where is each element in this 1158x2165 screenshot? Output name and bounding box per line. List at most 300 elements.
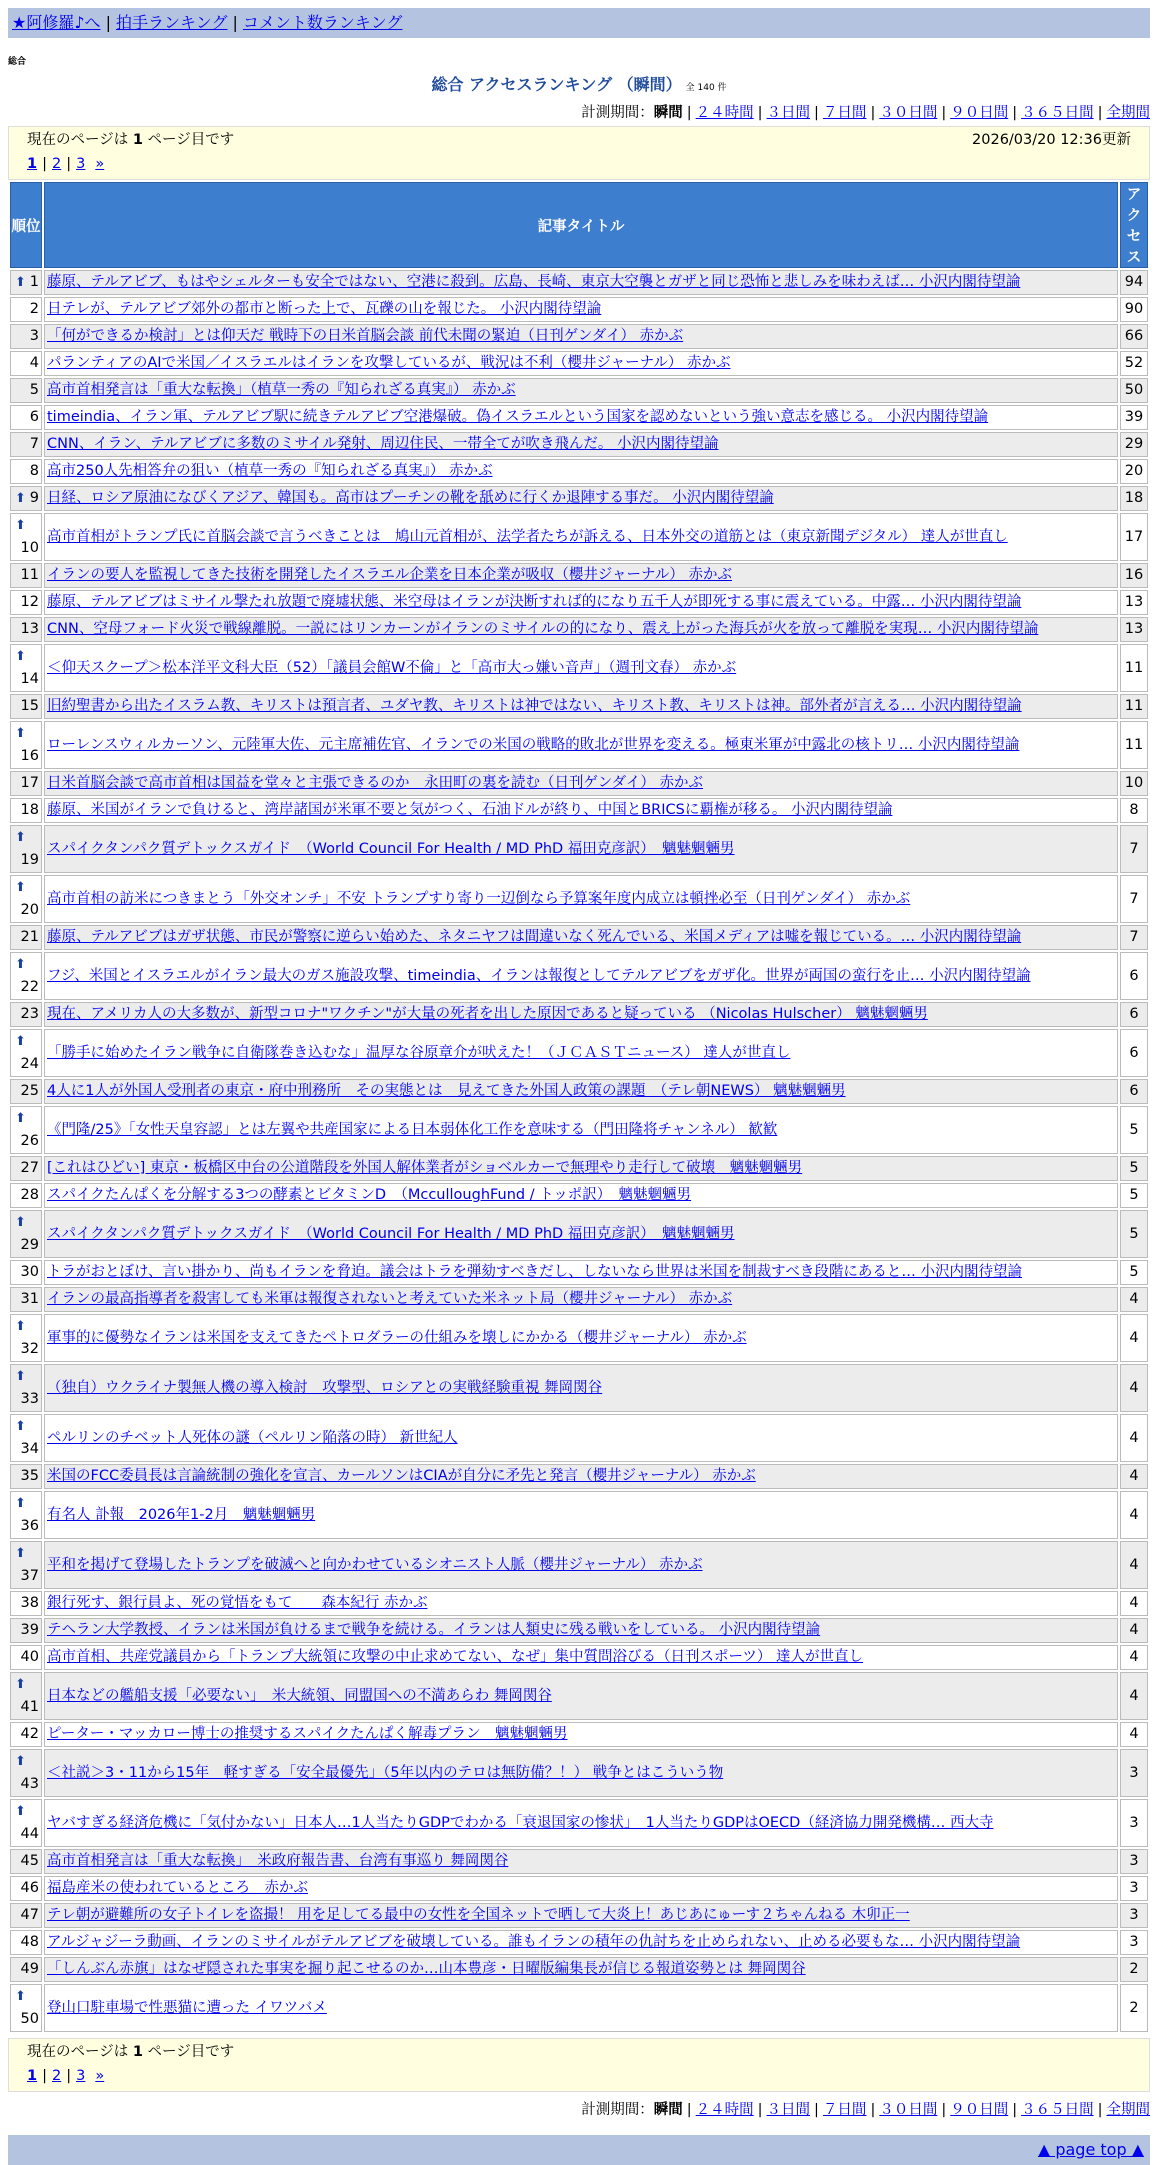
page-notice-number: 1	[132, 132, 143, 148]
access-count: 7	[1120, 825, 1148, 873]
title-cell	[44, 825, 1118, 873]
rank-cell	[10, 1156, 42, 1181]
table-row	[10, 405, 1148, 430]
table-row	[10, 459, 1148, 484]
rank-cell	[10, 1364, 42, 1412]
access-count: 5	[1120, 1156, 1148, 1181]
rank-cell	[10, 378, 42, 403]
rank-cell	[10, 297, 42, 322]
up-arrow-icon: ⬆	[15, 1034, 26, 1049]
page-notice	[27, 2041, 234, 2065]
page-title: 総合 アクセスランキング （瞬間）	[431, 75, 682, 94]
pagination-separator: |	[66, 156, 72, 172]
article-title-link[interactable]: スパイクたんぱくを分解する3つの酵素とビタミンD （McculloughFund / トッポ訳） 魑魅魍魎男	[47, 1187, 692, 1203]
rank-cell	[10, 1930, 42, 1955]
article-title-link[interactable]: 高市首相発言は「重大な転換」 米政府報告書、台湾有事巡り 舞岡関谷	[47, 1853, 509, 1869]
rank-number: 37	[20, 1568, 39, 1584]
period-link[interactable]: ３６５日間	[1021, 105, 1094, 121]
table-row	[10, 1849, 1148, 1874]
article-title-link[interactable]: テレ朝が避難所の女子トイレを盗撮！ 用を足してる最中の女性を全国ネットで晒して大炎上！あじあにゅーす２ちゃんねる 木卯正一	[47, 1907, 910, 1923]
period-link[interactable]: ３０日間	[879, 105, 938, 121]
period-separator: |	[1097, 105, 1103, 121]
table-row	[10, 1799, 1148, 1847]
access-count: 5	[1120, 1106, 1148, 1154]
page-link-2[interactable]: 2	[51, 2068, 62, 2084]
table-row	[10, 486, 1148, 511]
rank-cell	[10, 925, 42, 950]
table-row	[10, 590, 1148, 615]
page-link-2[interactable]: 2	[51, 156, 62, 172]
access-count: 50	[1120, 378, 1148, 403]
period-separator: |	[1012, 2102, 1018, 2118]
top-nav-bar	[8, 8, 1150, 38]
page-info-box-bottom	[8, 2038, 1150, 2092]
title-cell	[44, 1749, 1118, 1797]
table-row	[10, 694, 1148, 719]
article-title-link[interactable]: イランの要人を監視してきた技術を開発したイスラエル企業を日本企業が吸収（櫻井ジャーナル） 赤かぶ	[47, 567, 732, 583]
pagination-separator: |	[66, 2068, 72, 2084]
rank-number: 48	[20, 1934, 39, 1950]
title-cell	[44, 1079, 1118, 1104]
rank-number: 1	[29, 274, 39, 290]
period-current: 瞬間	[653, 2102, 683, 2118]
period-separator: |	[686, 105, 692, 121]
rank-cell	[10, 1491, 42, 1539]
article-title-link[interactable]: CNN、イラン、テルアビブに多数のミサイル発射、周辺住民、一帯全てが吹き飛んだ。 小沢内閣待望論	[47, 436, 719, 452]
access-count: 3	[1120, 1903, 1148, 1928]
table-row	[10, 771, 1148, 796]
rank-cell	[10, 1106, 42, 1154]
period-link[interactable]: ３日間	[766, 105, 811, 121]
updated-timestamp: 2026/03/20 12:36更新	[972, 132, 1131, 148]
table-row	[10, 1314, 1148, 1362]
title-cell	[44, 875, 1118, 923]
title-cell	[44, 1287, 1118, 1312]
title-cell	[44, 1849, 1118, 1874]
access-count: 94	[1120, 270, 1148, 295]
rank-number: 30	[20, 1264, 39, 1280]
page-link-1[interactable]: 1	[27, 2068, 38, 2084]
title-cell	[44, 1106, 1118, 1154]
table-row	[10, 1645, 1148, 1670]
page-info-box	[8, 126, 1150, 180]
access-count: 4	[1120, 1491, 1148, 1539]
article-title-link[interactable]: 《門隆/25》「女性天皇容認」とは左翼や共産国家による日本弱体化工作を意味する（門田隆将チャンネル） 歓歓	[47, 1121, 778, 1138]
title-cell	[44, 486, 1118, 511]
up-arrow-icon: ⬆	[15, 1804, 26, 1819]
rank-cell	[10, 1002, 42, 1027]
table-row	[10, 1106, 1148, 1154]
up-arrow-icon: ⬆	[15, 726, 26, 741]
table-row	[10, 378, 1148, 403]
period-link[interactable]: ２４時間	[695, 2102, 754, 2118]
ranking-table	[8, 180, 1150, 2034]
period-link[interactable]: ３６５日間	[1021, 2102, 1094, 2118]
article-title-link[interactable]: 4人に1人が外国人受刑者の東京・府中刑務所 その実態とは 見えてきた外国人政策の課題 （テレ朝NEWS） 魑魅魍魎男	[47, 1083, 846, 1099]
rank-number: 29	[20, 1237, 39, 1253]
table-row	[10, 1541, 1148, 1589]
period-link[interactable]: ９０日間	[950, 2102, 1009, 2118]
table-row	[10, 351, 1148, 376]
rank-number: 11	[20, 567, 39, 583]
rank-cell	[10, 405, 42, 430]
table-row	[10, 1002, 1148, 1027]
title-cell	[44, 1314, 1118, 1362]
table-row	[10, 1464, 1148, 1489]
article-title-link[interactable]: スパイクタンパク質デトックスガイド （World Council For Health / MD PhD 福田克彦訳） 魑魅魍魎男	[47, 1225, 735, 1242]
access-count: 13	[1120, 590, 1148, 615]
title-cell	[44, 1464, 1118, 1489]
page-link-1[interactable]: 1	[27, 156, 38, 172]
period-link[interactable]: ９０日間	[950, 105, 1009, 121]
article-title-link[interactable]: 有名人 訃報 2026年1-2月 魑魅魍魎男	[47, 1506, 316, 1523]
total-count: 全 140 件	[685, 83, 727, 93]
rank-header: 順位	[10, 182, 42, 268]
title-cell	[44, 1002, 1118, 1027]
rank-number: 36	[20, 1518, 39, 1534]
article-title-link[interactable]: 藤原、テルアビブはガザ状態、市民が警察に逆らい始めた、ネタニヤフは間違いなく死んでいる、米国メディアは嘘を報じている。… 小沢内閣待望論	[47, 929, 1022, 945]
rank-cell	[10, 1183, 42, 1208]
rank-cell	[10, 1029, 42, 1077]
period-separator: |	[757, 105, 763, 121]
article-title-link[interactable]: 福島産米の使われているところ 赤かぶ	[47, 1880, 308, 1896]
article-title-link[interactable]: [これはひどい] 東京・板橋区中台の公道階段を外国人解体業者がショベルカーで無理やり走行して破壊 魑魅魍魎男	[47, 1160, 803, 1176]
page-notice-pre: 現在のページは	[27, 2044, 133, 2060]
title-cell	[44, 1930, 1118, 1955]
access-count: 4	[1120, 1464, 1148, 1489]
rank-cell	[10, 1591, 42, 1616]
pagination	[27, 153, 1131, 175]
article-title-link[interactable]: timeindia、イラン軍、テルアビブ駅に続きテルアビブ空港爆破。偽イスラエルという国家を認めないという強い意志を感じる。 小沢内閣待望論	[47, 409, 989, 425]
rank-number: 8	[29, 463, 39, 479]
rank-number: 2	[29, 301, 39, 317]
access-count: 3	[1120, 1849, 1148, 1874]
period-current: 瞬間	[653, 105, 683, 121]
article-title-link[interactable]: 藤原、テルアビブはミサイル撃たれ放題で廃墟状態、米空母はイランが決断すれば的になり五千人が即死する事に震えている。中露… 小沢内閣待望論	[47, 594, 1022, 610]
article-title-link[interactable]: （独自）ウクライナ製無人機の導入検討 攻撃型、ロシアとの実戦経験重視 舞岡関谷	[47, 1379, 603, 1396]
article-title-link[interactable]: トラがおとぼけ、言い掛かり、尚もイランを脅迫。議会はトラを弾劾すべきだし、しないなら世界は米国を制裁すべき段階にあると… 小沢内閣待望論	[47, 1264, 1022, 1280]
article-title-link[interactable]: 現在、アメリカ人の大多数が、新型コロナ"ワクチン"が大量の死者を出した原因であると疑っている （Nicolas Hulscher） 魑魅魍魎男	[47, 1006, 928, 1022]
rank-cell	[10, 351, 42, 376]
rank-cell	[10, 1957, 42, 1982]
rank-number: 7	[29, 436, 39, 452]
next-page-link[interactable]: »	[95, 156, 105, 172]
rank-number: 42	[20, 1726, 39, 1742]
article-title-link[interactable]: 藤原、米国がイランで負けると、湾岸諸国が米軍不要と気がつく、石油ドルが終り、中国とBRICSに覇権が移る。 小沢内閣待望論	[47, 802, 893, 818]
access-count: 11	[1120, 644, 1148, 692]
up-arrow-icon: ⬆	[15, 1215, 26, 1230]
rank-number: 28	[20, 1187, 39, 1203]
access-count: 4	[1120, 1314, 1148, 1362]
article-title-link[interactable]: ＜仰天スクープ＞松本洋平文科大臣（52）「議員会館W不倫」と「高市大っ嫌い音声」（週刊文春） 赤かぶ	[47, 659, 737, 676]
title-cell	[44, 1903, 1118, 1928]
table-row	[10, 952, 1148, 1000]
period-separator: |	[870, 105, 876, 121]
title-cell	[44, 1210, 1118, 1258]
rank-cell	[10, 617, 42, 642]
rank-cell	[10, 1749, 42, 1797]
access-count: 5	[1120, 1183, 1148, 1208]
page-notice	[27, 129, 234, 153]
title-cell	[44, 1722, 1118, 1747]
title-cell	[44, 771, 1118, 796]
rank-number: 38	[20, 1595, 39, 1611]
article-title-link[interactable]: 軍事的に優勢なイランは米国を支えてきたペトロダラーの仕組みを壊しにかかる（櫻井ジャーナル） 赤かぶ	[47, 1329, 747, 1346]
pagination	[27, 2065, 1131, 2087]
rank-number: 39	[20, 1622, 39, 1638]
up-arrow-icon: ⬆	[15, 1496, 26, 1511]
title-cell	[44, 1672, 1118, 1720]
up-arrow-icon: ⬆	[15, 830, 26, 845]
rank-number: 22	[20, 979, 39, 995]
article-title-link[interactable]: 日本などの艦船支援「必要ない」 米大統領、同盟国への不満あらわ 舞岡関谷	[47, 1687, 552, 1704]
page-notice-post: ページ目です	[142, 132, 235, 148]
title-cell	[44, 925, 1118, 950]
article-title-link[interactable]: パランティアのAIで米国／イスラエルはイランを攻撃しているが、戦況は不利（櫻井ジャーナル） 赤かぶ	[47, 355, 731, 371]
article-title-link[interactable]: 高市首相発言は「重大な転換」（植草一秀の『知られざる真実』） 赤かぶ	[47, 382, 516, 398]
access-count: 2	[1120, 1957, 1148, 1982]
title-cell	[44, 1799, 1118, 1847]
access-header: アクセス	[1120, 182, 1148, 268]
table-row	[10, 1414, 1148, 1462]
clap-ranking-link[interactable]: 拍手ランキング	[115, 13, 228, 32]
table-row	[10, 1260, 1148, 1285]
home-link[interactable]: ★阿修羅♪へ	[12, 13, 101, 32]
period-separator: |	[814, 105, 819, 121]
page-notice-number: 1	[132, 2044, 143, 2060]
rank-cell	[10, 1464, 42, 1489]
rank-number: 3	[29, 328, 39, 344]
rank-number: 20	[20, 902, 39, 918]
up-arrow-icon: ⬆	[15, 957, 26, 972]
period-label: 計測期間：	[581, 2102, 654, 2118]
rank-cell	[10, 1260, 42, 1285]
rank-cell	[10, 1210, 42, 1258]
access-count: 3	[1120, 1930, 1148, 1955]
rank-cell	[10, 1314, 42, 1362]
article-title-link[interactable]: 日米首脳会談で高市首相は国益を堂々と主張できるのか 永田町の裏を読む（日刊ゲンダイ） 赤かぶ	[47, 775, 703, 791]
rank-number: 31	[20, 1291, 39, 1307]
rank-cell	[10, 1645, 42, 1670]
article-title-link[interactable]: ペルリンのチベット人死体の謎（ペルリン陥落の時） 新世紀人	[47, 1429, 458, 1446]
rank-number: 44	[20, 1826, 39, 1842]
rank-cell	[10, 1287, 42, 1312]
rank-cell	[10, 1672, 42, 1720]
rank-number: 14	[20, 671, 39, 687]
rank-cell	[10, 1618, 42, 1643]
access-count: 29	[1120, 432, 1148, 457]
access-count: 11	[1120, 721, 1148, 769]
rank-cell	[10, 590, 42, 615]
rank-number: 5	[29, 382, 39, 398]
access-count: 20	[1120, 459, 1148, 484]
article-title-link[interactable]: 高市250人先相答弁の狙い（植草一秀の『知られざる真実』） 赤かぶ	[47, 463, 493, 479]
page-notice-pre: 現在のページは	[27, 132, 133, 148]
title-cell	[44, 1183, 1118, 1208]
title-cell	[44, 432, 1118, 457]
up-arrow-icon: ⬆	[15, 1111, 26, 1126]
up-arrow-icon: ⬆	[15, 1369, 26, 1384]
title-cell	[44, 270, 1118, 295]
access-count: 6	[1120, 1029, 1148, 1077]
article-title-link[interactable]: 高市首相の訪米につきまとう「外交オンチ」不安 トランプすり寄り一辺倒なら予算案年度内成立は頓挫必至（日刊ゲンダイ） 赤かぶ	[47, 890, 911, 907]
article-title-link[interactable]: 米国のFCC委員長は言論統制の強化を宣言、カールソンはCIAが自分に矛先と発言（櫻井ジャーナル） 赤かぶ	[47, 1468, 756, 1484]
access-count: 4	[1120, 1645, 1148, 1670]
rank-number: 10	[20, 540, 39, 556]
page-top-link[interactable]: ▲ page top ▲	[1037, 2140, 1144, 2159]
article-title-link[interactable]: スパイクタンパク質デトックスガイド （World Council For Health / MD PhD 福田克彦訳） 魑魅魍魎男	[47, 840, 735, 857]
title-cell	[44, 1156, 1118, 1181]
period-link[interactable]: ３日間	[766, 2102, 811, 2118]
access-count: 4	[1120, 1722, 1148, 1747]
category-label: 総合	[8, 57, 27, 67]
comment-ranking-link[interactable]: コメント数ランキング	[242, 13, 403, 32]
title-cell	[44, 1414, 1118, 1462]
access-count: 4	[1120, 1287, 1148, 1312]
rank-cell	[10, 1849, 42, 1874]
rank-number: 46	[20, 1880, 39, 1896]
rank-cell	[10, 644, 42, 692]
title-cell	[44, 1364, 1118, 1412]
table-row	[10, 1210, 1148, 1258]
up-arrow-icon: ⬆	[15, 1319, 26, 1334]
table-row	[10, 1029, 1148, 1077]
title-cell	[44, 952, 1118, 1000]
access-count: 4	[1120, 1591, 1148, 1616]
title-cell	[44, 513, 1118, 561]
article-title-link[interactable]: ＜社説＞3・11から15年 軽すぎる「安全最優先」（5年以内のテロは無防備？！） 戦争とはこういう物	[47, 1764, 724, 1781]
title-cell	[44, 1029, 1118, 1077]
period-link[interactable]: ７日間	[822, 2102, 867, 2118]
period-separator: |	[941, 2102, 947, 2118]
title-cell	[44, 297, 1118, 322]
article-title-link[interactable]: 「しんぶん赤旗」はなぜ隠された事実を掘り起こせるのか…山本豊彦・日曜版編集長が信じる報道姿勢とは 舞岡関谷	[47, 1961, 806, 1977]
article-title-link[interactable]: アルジャジーラ動画、イランのミサイルがテルアビブを破壊している。誰もイランの積年の仇討ちを止められない、止める必要もな… 小沢内閣待望論	[47, 1934, 1021, 1950]
article-title-link[interactable]: 藤原、テルアビブ、もはやシェルターも安全ではない、空港に殺到。広島、長崎、東京大空襲とガザと同じ恐怖と悲しみを味わえば… 小沢内閣待望論	[47, 274, 1021, 290]
up-arrow-icon: ⬆	[15, 1754, 26, 1769]
article-title-link[interactable]: 「勝手に始めたイラン戦争に自衛隊巻き込むな」温厚な谷原章介が吠えた！（ＪＣＡＳＴニュース） 達人が世直し	[47, 1044, 791, 1061]
table-row	[10, 563, 1148, 588]
article-title-link[interactable]: ヤバすぎる経済危機に「気付かない」日本人…1人当たりGDPでわかる「衰退国家の惨状」 1人当たりGDPはOECD（経済協力開発機構… 西大寺	[47, 1814, 994, 1831]
rank-cell	[10, 1079, 42, 1104]
table-row	[10, 644, 1148, 692]
period-link[interactable]: ７日間	[822, 105, 867, 121]
access-count: 16	[1120, 563, 1148, 588]
table-row	[10, 925, 1148, 950]
table-row	[10, 617, 1148, 642]
title-cell	[44, 563, 1118, 588]
access-count: 4	[1120, 1618, 1148, 1643]
next-page-link[interactable]: »	[95, 2068, 105, 2084]
rank-number: 50	[20, 2011, 39, 2027]
article-title-link[interactable]: ピーター・マッカロー博士の推奨するスパイクたんぱく解毒プラン 魑魅魍魎男	[47, 1726, 568, 1742]
page-link-3[interactable]: 3	[76, 156, 86, 172]
title-cell	[44, 1876, 1118, 1901]
up-arrow-icon: ⬆	[15, 1677, 26, 1692]
title-cell	[44, 644, 1118, 692]
rank-cell	[10, 721, 42, 769]
up-arrow-icon: ⬆	[15, 649, 26, 664]
table-row	[10, 825, 1148, 873]
article-title-link[interactable]: 旧約聖書から出たイスラム教、キリストは預言者、ユダヤ教、キリストは神ではない、キリスト教、キリストは神。部外者が言える… 小沢内閣待望論	[47, 698, 1022, 714]
table-row	[10, 297, 1148, 322]
rank-cell	[10, 1722, 42, 1747]
up-arrow-icon: ⬆	[15, 1989, 26, 2004]
article-title-link[interactable]: 高市首相がトランプ氏に首脳会談で言うべきことは 鳩山元首相が、法学者たちが訴える、日本外交の道筋とは（東京新聞デジタル） 達人が世直し	[47, 528, 1008, 545]
period-selector-bottom	[0, 2098, 1150, 2119]
article-title-link[interactable]: 日テレが、テルアビブ郊外の都市と断った上で、瓦礫の山を報じた。 小沢内閣待望論	[47, 301, 602, 317]
page-info-line	[27, 2041, 1131, 2065]
title-cell	[44, 1957, 1118, 1982]
rank-number: 18	[20, 802, 39, 818]
title-cell	[44, 405, 1118, 430]
period-link[interactable]: ３０日間	[879, 2102, 938, 2118]
access-count: 4	[1120, 1541, 1148, 1589]
article-title-link[interactable]: 登山口駐車場で性悪猫に遭った イワツバメ	[47, 1999, 327, 2016]
article-title-link[interactable]: テヘラン大学教授、イランは米国が負けるまで戦争を続ける。イランは人類史に残る戦いをしている。 小沢内閣待望論	[47, 1622, 821, 1638]
period-link[interactable]: 全期間	[1106, 105, 1150, 121]
article-title-link[interactable]: 日経、ロシア原油になびくアジア、韓国も。高市はプーチンの靴を舐めに行くか退陣する事だ。 小沢内閣待望論	[47, 490, 774, 506]
period-link[interactable]: ２４時間	[695, 105, 754, 121]
access-count: 3	[1120, 1799, 1148, 1847]
article-title-link[interactable]: イランの最高指導者を殺害しても米軍は報復されないと考えていた米ネット局（櫻井ジャーナル） 赤かぶ	[47, 1291, 733, 1307]
table-row	[10, 875, 1148, 923]
pagination-separator: |	[42, 2068, 47, 2084]
period-link[interactable]: 全期間	[1106, 2102, 1150, 2118]
table-row	[10, 1930, 1148, 1955]
up-arrow-icon: ⬆	[15, 275, 26, 290]
rank-number: 47	[20, 1907, 39, 1923]
up-arrow-icon: ⬆	[15, 880, 26, 895]
table-row	[10, 721, 1148, 769]
article-title-link[interactable]: フジ、米国とイスラエルがイラン最大のガス施設攻撃、timeindia、イランは報復としてテルアビブをガザ化。世界が両国の蛮行を止… 小沢内閣待望論	[47, 967, 1031, 984]
rank-cell	[10, 875, 42, 923]
rank-cell	[10, 1903, 42, 1928]
rank-cell	[10, 771, 42, 796]
table-row	[10, 432, 1148, 457]
article-title-link[interactable]: 平和を掲げて登場したトランプを破滅へと向かわせているシオニスト人脈（櫻井ジャーナル） 赤かぶ	[47, 1556, 703, 1573]
up-arrow-icon: ⬆	[15, 491, 26, 506]
access-count: 3	[1120, 1749, 1148, 1797]
table-row	[10, 1287, 1148, 1312]
rank-number: 43	[20, 1776, 39, 1792]
article-title-link[interactable]: 「何ができるか検討」とは仰天だ 戦時下の日米首脳会談 前代未聞の緊迫（日刊ゲンダイ） 赤かぶ	[47, 328, 684, 344]
table-row	[10, 798, 1148, 823]
rank-number: 40	[20, 1649, 39, 1665]
access-count: 3	[1120, 1876, 1148, 1901]
rank-cell	[10, 798, 42, 823]
period-separator: |	[941, 105, 947, 121]
table-row	[10, 1491, 1148, 1539]
pagination-separator: |	[42, 156, 47, 172]
article-title-link[interactable]: ローレンスウィルカーソン、元陸軍大佐、元主席補佐官、イランでの米国の戦略的敗北が世界を変える。極東米軍が中露北の核トリ… 小沢内閣待望論	[47, 736, 1020, 753]
rank-number: 19	[20, 852, 39, 868]
title-cell	[44, 694, 1118, 719]
table-row	[10, 270, 1148, 295]
rank-cell	[10, 513, 42, 561]
rank-number: 24	[20, 1056, 39, 1072]
article-title-link[interactable]: 銀行死す、銀行員よ、死の覚悟をもて 森本紀行 赤かぶ	[47, 1595, 428, 1611]
access-count: 6	[1120, 1002, 1148, 1027]
rank-number: 12	[20, 594, 39, 610]
page-link-3[interactable]: 3	[76, 2068, 86, 2084]
access-count: 66	[1120, 324, 1148, 349]
article-title-link[interactable]: CNN、空母フォード火災で戦線離脱。一説にはリンカーンがイランのミサイルの的になり、震え上がった海兵が火を放って離脱を実現… 小沢内閣待望論	[47, 621, 1039, 637]
rank-cell	[10, 563, 42, 588]
period-separator: |	[1012, 105, 1018, 121]
title-cell	[44, 721, 1118, 769]
article-title-link[interactable]: 高市首相、共産党議員から「トランプ大統領に攻撃の中止求めてない、なぜ」集中質問浴びる（日刊スポーツ） 達人が世直し	[47, 1649, 864, 1665]
